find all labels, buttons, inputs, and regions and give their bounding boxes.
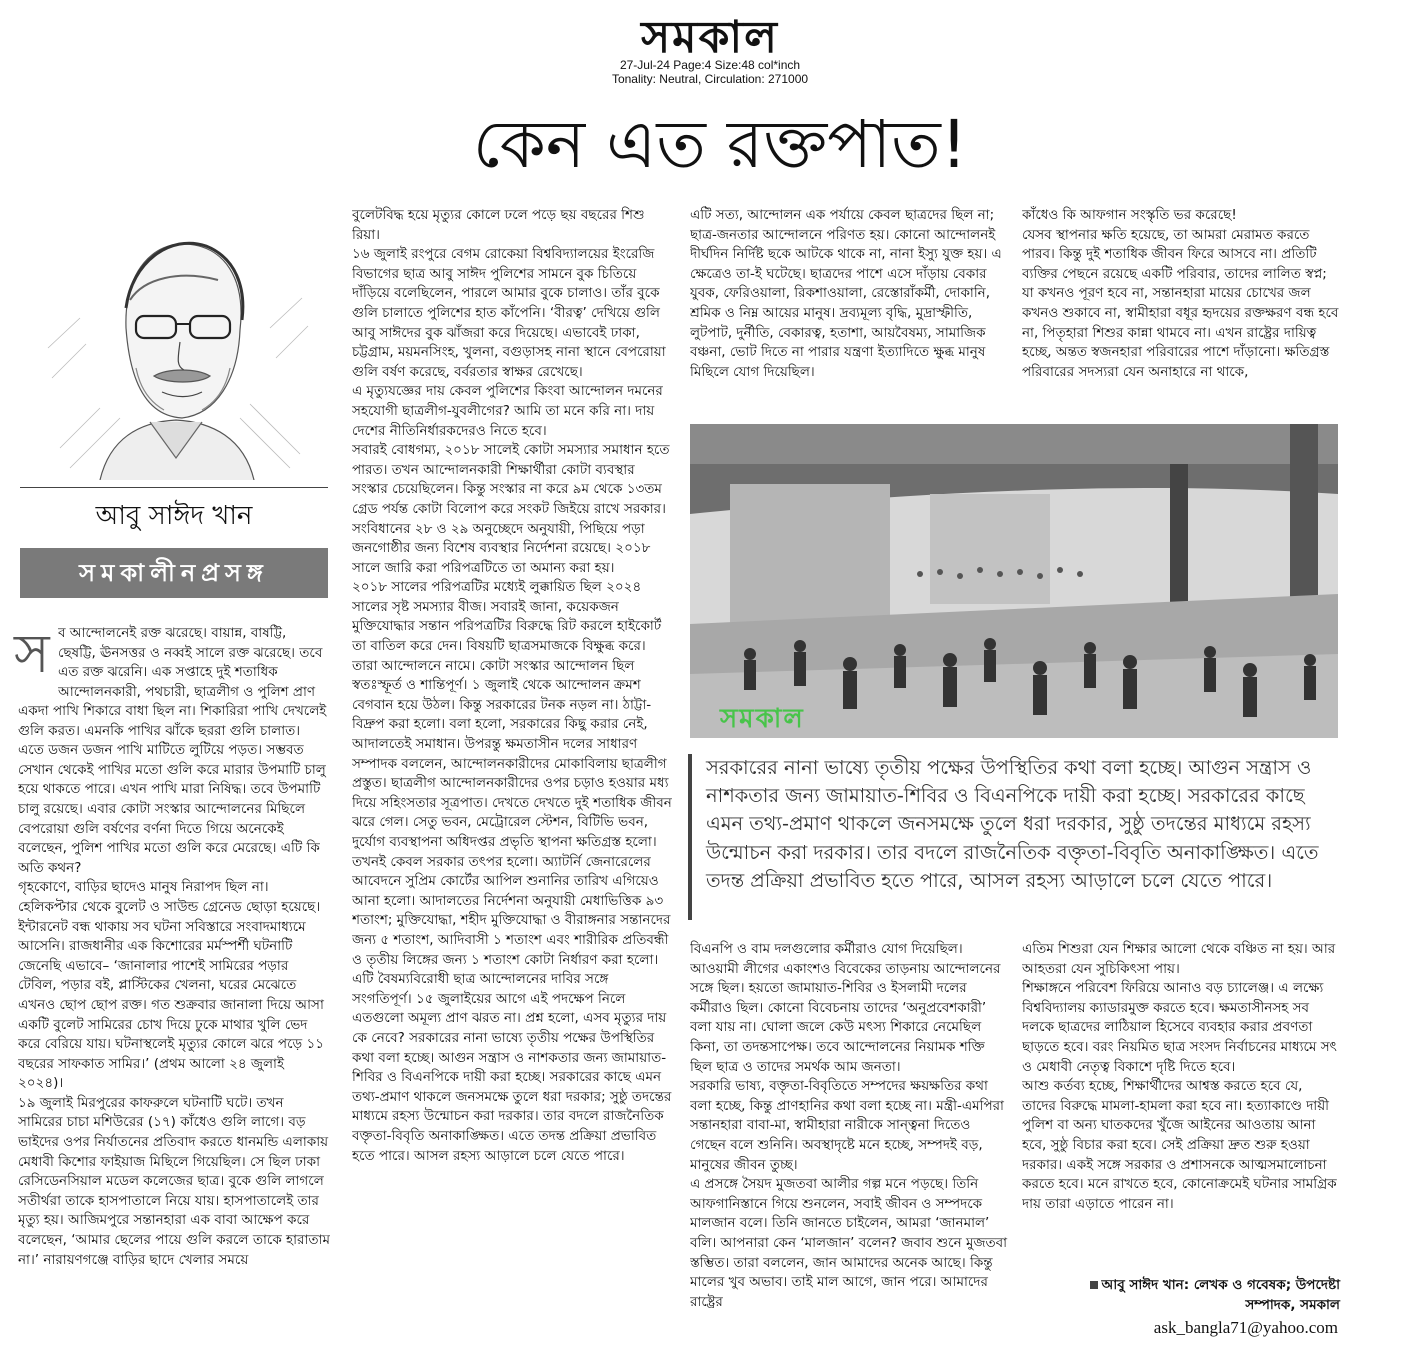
meta-line-date: 27-Jul-24 Page:4 Size:48 col*inch — [619, 58, 801, 72]
protest-photo — [690, 424, 1338, 738]
paragraph: সরকারি ভাষ্য, বক্তৃতা-বিবৃতিতে সম্পদের ক্ষয়ক্ষতির কথা বলা হচ্ছে, কিন্তু প্রাণহানির কথা বলা হচ্ছে না। মন্ত্রী-এমপিরা সন্তানহারা বাবা-মা, স্বামীহারা নারীকে সান্ত্বনা দিতেও গেছেন বলে শুনিনি। অবস্থাদৃষ্টে মনে হচ্ছে, সম্পদই বড়, মানুষের জীবন তুচ্ছ। — [690, 1078, 1004, 1173]
column-4-bottom — [1022, 940, 1340, 1260]
pullquote: সরকারের নানা ভাষ্যে তৃতীয় পক্ষের উপস্থিতির কথা বলা হচ্ছে। আগুন সন্ত্রাস ও নাশকতার জন্য জামায়াত-শিবির ও বিএনপিকে দায়ী করা হচ্ছে। সরকারের কাছে এমন তথ্য-প্রমাণ থাকলে জনসমক্ষে তুলে ধরা দরকার, সুষ্ঠু তদন্তের মাধ্যমে রহস্য উন্মোচন করা দরকার। তার বদলে রাজনৈতিক বক্তৃতা-বিবৃতি অনাকাঙ্ক্ষিত। এতে তদন্ত প্রক্রিয়া প্রভাবিত হতে পারে, আসল রহস্য আড়ালে চলে যেতে পারে। — [706, 756, 1319, 892]
paragraph: গৃহকোণে, বাড়ির ছাদেও মানুষ নিরাপদ ছিল না। হেলিকপ্টার থেকে বুলেট ও সাউন্ড গ্রেনেড ছোড়া হয়েছে। ইন্টারনেট বন্ধ থাকায় সব ঘটনা সবিস্তারে সংবাদমাধ্যমে আসেনি। রাজধানীর এক কিশোরের মর্মস্পর্শী ঘটনাটি জেনেছি এভাবে– ‘জানালার পাশেই সামিরের পড়ার টেবিল, পড়ার বই, প্লাস্টিকের খেলনা, ঘরের মেঝেতে এখনও ছোপ ছোপ রক্ত। গত শুক্রবার জানালা দিয়ে আসা একটি বুলেট সামিরের চোখ দিয়ে ঢুকে মাথার খুলি ভেদ করে বেরিয়ে যায়। ঘটনাস্থলেই মৃত্যুর কোলে ঝরে পড়ে ১১ বছরের সাফকাত সামির।’ (প্রথম আলো ২৪ জুলাই ২০২৪)। — [18, 879, 324, 1092]
column-1 — [18, 702, 330, 1342]
paragraph: বিএনপি ও বাম দলগুলোর কর্মীরাও যোগ দিয়েছিল। আওয়ামী লীগের একাংশও বিবেকের তাড়নায় আন্দোলনের সঙ্গে ছিল। হয়তো জামায়াত-শিবির ও ইসলামী দলের কর্মীরাও ছিল। কোনো বিবেচনায় তাদের ‘অনুপ্রবেশকারী’ বলা যায় না। ঘোলা জলে কেউ মৎস্য শিকারে নেমেছিল কিনা, তা তদন্তসাপেক্ষ। তবে আন্দোলনের নিয়ামক শক্তি ছিল ছাত্র ও তাদের সমর্থক আম জনতা। — [690, 941, 1001, 1075]
author-email: ask_bangla71@yahoo.com — [1153, 1318, 1338, 1337]
masthead-logo: সমকাল — [641, 12, 779, 63]
paragraph: এ মৃত্যুযজ্ঞের দায় কেবল পুলিশের কিংবা আন্দোলন দমনের সহযোগী ছাত্রলীগ-যুবলীগের? আমি তা মনে করি না। দায় দেশের নীতিনির্ধারকদেরও নিতে হবে। — [352, 383, 663, 439]
pullquote-bar — [688, 754, 692, 920]
column-2 — [352, 206, 672, 1342]
square-bullet-icon — [1090, 1281, 1098, 1289]
paragraph: এটি সত্য, আন্দোলন এক পর্যায়ে কেবল ছাত্রদের ছিল না; ছাত্র-জনতার আন্দোলনে পরিণত হয়। কোনো আন্দোলনই দীর্ঘদিন নির্দিষ্ট ছকে আটকে থাকে না, নানা ইস্যু যুক্ত হয়। এ ক্ষেত্রেও তা-ই ঘটেছে। ছাত্রদের পাশে এসে দাঁড়ায় বেকার যুবক, ফেরিওয়ালা, রিকশাওয়ালা, রেস্তোরাঁকর্মী, দোকানি, শ্রমিক ও নিম্ন আয়ের মানুষ। দ্রব্যমূল্য বৃদ্ধি, মুদ্রাস্ফীতি, লুটপাট, দুর্নীতি, বেকারত্ব, হতাশা, আয়বৈষম্য, সামাজিক বঞ্চনা, ভোট দিতে না পারার যন্ত্রণা ইত্যাদিতে ক্ষুব্ধ মানুষ মিছিলে যোগ দিয়েছিল। — [690, 207, 1002, 380]
author-signature — [1020, 1276, 1340, 1315]
byline-divider — [20, 487, 328, 488]
paragraph: একদা পাখি শিকারে বাধা ছিল না। শিকারিরা পাখি দেখলেই গুলি করত। এমনকি পাখির ঝাঁকে ছররা গুলি চালাত। এতে ডজন ডজন পাখি মাটিতে লুটিয়ে পড়ত। সম্ভবত সেখান থেকেই পাখির মতো গুলি করে মারার উপমাটি চালু হয়ে থাকতে পারে। এখন পাখি মারা নিষিদ্ধ। তবে উপমাটি চালু রয়েছে। এবার কোটা সংস্কার আন্দোলনের মিছিলে বেপরোয়া গুলি বর্ষণের বর্ণনা দিতে গিয়ে অনেকেই বলেছেন, পুলিশ পাখির মতো গুলি করে মেরেছে। এটি কি অতি কথন? — [18, 703, 327, 876]
paragraph: বুলেটবিদ্ধ হয়ে মৃত্যুর কোলে ঢলে পড়ে ছয় বছরের শিশু রিয়া। — [352, 207, 645, 243]
photo-watermark: সমকাল — [720, 704, 805, 734]
column-3-bottom — [690, 940, 1008, 1340]
section-label: সমকালীনপ্রসঙ্গ — [20, 548, 328, 598]
paragraph: ব আন্দোলনেই রক্ত ঝরেছে। বায়ান্ন, বাষট্টি, ছেষট্টি, ঊনসত্তর ও নব্বই সালে রক্ত ঝরেছে। তবে এত রক্ত ঝরেনি। এক সপ্তাহে দুই শতাধিক আন্দোলনকারী, পথচারী, ছাত্রলীগ ও পুলিশ প্রাণ — [58, 625, 323, 700]
author-byline: আবু সাঈদ খান — [95, 501, 253, 531]
paragraph: কাঁধেও কি আফগান সংস্কৃতি ভর করেছে! — [1022, 207, 1237, 223]
signature-line-2: সম্পাদক, সমকাল — [1245, 1296, 1340, 1313]
column-3-top — [690, 206, 1008, 406]
paragraph: আশু কর্তব্য হচ্ছে, শিক্ষার্থীদের আশ্বস্ত করতে হবে যে, তাদের বিরুদ্ধে মামলা-হামলা করা হবে না। হত্যাকাণ্ডে দায়ী পুলিশ বা অন্য ঘাতকদের খুঁজে আইনের আওতায় আনা হবে, সুষ্ঠু বিচার করা হবে। সেই প্রক্রিয়া দ্রুত শুরু হওয়া দরকার। একই সঙ্গে সরকার ও প্রশাসনকে আত্মসমালোচনা করতে হবে। মনে রাখতে হবে, কোনোক্রমেই ঘটনার সামগ্রিক দায় তারা এড়াতে পারেন না। — [1022, 1078, 1337, 1212]
paragraph: এতিম শিশুরা যেন শিক্ষার আলো থেকে বঞ্চিত না হয়। আর আহতরা যেন সুচিকিৎসা পায়। — [1022, 941, 1336, 977]
column-4-top — [1022, 206, 1340, 406]
author-portrait — [40, 208, 312, 480]
article-headline: কেন এত রক্তপাত! — [472, 106, 968, 183]
paragraph: যেসব স্থাপনার ক্ষতি হয়েছে, তা আমরা মেরামত করতে পারব। কিন্তু দুই শতাধিক জীবন ফিরে আসবে না। প্রতিটি ব্যক্তির পেছনে রয়েছে একটি পরিবার, তাদের লালিত স্বপ্ন; যা কখনও পূরণ হবে না, সন্তানহারা মায়ের চোখের জল কখনও শুকাবে না, স্বামীহারা বধূর হৃদয়ের রক্তক্ষরণ বন্ধ হবে না, পিতৃহারা শিশুর কান্না থামবে না। এখন রাষ্ট্রের দায়িত্ব হচ্ছে, অন্তত স্বজনহারা পরিবারের পাশে দাঁড়ানো। ক্ষতিগ্রস্ত পরিবারের সদস্যরা যেন অনাহারে না থাকে, — [1022, 226, 1339, 380]
signature-line-1: আবু সাঈদ খান: লেখক ও গবেষক; উপদেষ্টা — [1101, 1277, 1340, 1293]
column-1-lead — [58, 624, 328, 702]
drop-cap: স — [14, 622, 50, 685]
paragraph: ২০১৮ সালের পরিপত্রটির মধ্যেই লুক্কায়িত ছিল ২০২৪ সালের সৃষ্ট সমস্যার বীজ। সবারই জানা, কয়েকজন মুক্তিযোদ্ধার সন্তান পরিপত্রটির বিরুদ্ধে রিট করলে হাইকোর্ট তা বাতিল করে দেন। বিষয়টি ছাত্রসমাজকে বিক্ষুব্ধ করে। তারা আন্দোলনে নামে। কোটা সংস্কার আন্দোলন ছিল স্বতঃস্ফূর্ত ও শান্তিপূর্ণ। ১ জুলাই থেকে আন্দোলন ক্রমশ বেগবান হয়ে উঠল। কিন্তু সরকারের টনক নড়ল না। ঠাট্টা-বিদ্রুপ করা হলো। বলা হলো, সরকারের কিছু করার নেই, আদালতেই সমাধান। উপরন্তু ক্ষমতাসীন দলের সাধারণ সম্পাদক বললেন, আন্দোলনকারীদের মোকাবিলায় ছাত্রলীগ প্রস্তুত। ছাত্রলীগ আন্দোলনকারীদের ওপর চড়াও হওয়ার মধ্য দিয়ে সহিংসতার সূত্রপাত। দেখতে দেখতে দুই শতাধিক জীবন ঝরে গেল। সেতু ভবন, মেট্রোরেল স্টেশন, বিটিভি ভবন, দুর্যোগ ব্যবস্থাপনা অধিদপ্তর প্রভৃতি স্থাপনা ক্ষতিগ্রস্ত হলো। তখনই কেবল সরকার তৎপর হলো। অ্যাটর্নি জেনারেলের আবেদনে সুপ্রিম কোর্টের আপিল শুনানির তারিখ এগিয়েও আনা হলো। আদালতের নির্দেশনা অনুযায়ী মেধাভিত্তিক ৯৩ শতাংশ; মুক্তিযোদ্ধা, শহীদ মুক্তিযোদ্ধা ও বীরাঙ্গনার সন্তানদের জন্য ৫ শতাংশ, আদিবাসী ১ শতাংশ এবং শারীরিক প্রতিবন্ধী ও তৃতীয় লিঙ্গের জন্য ১ শতাংশ কোটা নির্ধারণ করা হলো। এটি বৈষম্যবিরোধী ছাত্র আন্দোলনের দাবির সঙ্গে সংগতিপূর্ণ। ১৫ জুলাইয়ের আগে এই পদক্ষেপ নিলে এতগুলো অমূল্য প্রাণ ঝরত না। প্রশ্ন হলো, এসব মৃত্যুর দায় কে নেবে? সরকারের নানা ভাষ্যে তৃতীয় পক্ষের উপস্থিতির কথা বলা হচ্ছে। আগুন সন্ত্রাস ও নাশকতার জন্য জামায়াত-শিবির ও বিএনপিকে দায়ী করা হচ্ছে। সরকারের কাছে এমন তথ্য-প্রমাণ থাকলে জনসমক্ষে তুলে ধরা দরকার; সুষ্ঠু তদন্তের মাধ্যমে রহস্য উন্মোচন করা দরকার। তার বদলে রাজনৈতিক বক্তৃতা-বিবৃতি অনাকাঙ্ক্ষিত। এতে তদন্ত প্রক্রিয়া প্রভাবিত হতে পারে। আসল রহস্য আড়ালে চলে যেতে পারে। — [352, 579, 672, 1164]
paragraph: সবারই বোধগম্য, ২০১৮ সালেই কোটা সমস্যার সমাধান হতে পারত। তখন আন্দোলনকারী শিক্ষার্থীরা কোটা ব্যবস্থার সংস্কার চেয়েছিলেন। কিন্তু সংস্কার না করে ৯ম থেকে ১৩তম গ্রেড পর্যন্ত কোটা বিলোপ করে সংকট জিইয়ে রাখে সরকার। সংবিধানের ২৮ ও ২৯ অনুচ্ছেদে অনুযায়ী, পিছিয়ে পড়া জনগোষ্ঠীর জন্য বিশেষ ব্যবস্থার নির্দেশনা রয়েছে। ২০১৮ সালে জারি করা পরিপত্রটিতে তা অমান্য করা হয়। — [352, 442, 670, 576]
paragraph: এ প্রসঙ্গে সৈয়দ মুজতবা আলীর গল্প মনে পড়ছে। তিনি আফগানিস্তানে গিয়ে শুনলেন, সবাই জীবন ও সম্পদকে মালজান বলে। তিনি জানতে চাইলেন, আমরা ‘জানমাল’ বলি। আপনারা কেন ‘মালজান’ বলেন? জবাব শুনে মুজতবা স্তম্ভিত। তারা বললেন, জান আমাদের অনেক আছে। কিন্তু মালের খুব অভাব। তাই মাল আগে, জান পরে। আমাদের রাষ্ট্রের — [690, 1176, 1008, 1310]
meta-line-tonality: Tonality: Neutral, Circulation: 271000 — [611, 72, 809, 86]
paragraph: শিক্ষাঙ্গনে পরিবেশ ফিরিয়ে আনাও বড় চ্যালেঞ্জ। এ লক্ষ্যে বিশ্ববিদ্যালয় ক্যাডারমুক্ত করতে হবে। ক্ষমতাসীনসহ সব দলকে ছাত্রদের লাঠিয়াল হিসেবে ব্যবহার করার প্রবণতা ছাড়তে হবে। বরং নিয়মিত ছাত্র সংসদ নির্বাচনের মাধ্যমে সৎ ও মেধাবী নেতৃত্ব বিকাশে দৃষ্টি দিতে হবে। — [1022, 980, 1337, 1075]
paragraph: ১৯ জুলাই মিরপুরের কাফরুলে ঘটনাটি ঘটে। তখন সামিরের চাচা মশিউরের (১৭) কাঁধেও গুলি লাগে। বড় ভাইদের ওপর নির্যাতনের প্রতিবাদ করতে ধানমন্ডি এলাকায় মেধাবী কিশোর ফাইয়াজ মিছিলে গিয়েছিল। সে ছিল ঢাকা রেসিডেনসিয়াল মডেল কলেজের ছাত্র। বুকে গুলি লাগলে সতীর্থরা তাকে হাসপাতালে নিয়ে যায়। হাসপাতালেই তার মৃত্যু হয়। আজিমপুরে সন্তানহারা এক বাবা আক্ষেপ করে বলেছেন, ‘আমার ছেলের পায়ে গুলি করলে তাকে হারাতাম না।’ নারায়ণগঞ্জে বাড়ির ছাদে খেলার সময়ে — [18, 1094, 330, 1268]
paragraph: ১৬ জুলাই রংপুরে বেগম রোকেয়া বিশ্ববিদ্যালয়ের ইংরেজি বিভাগের ছাত্র আবু সাঈদ পুলিশের সামনে বুক চিতিয়ে দাঁড়িয়ে বলেছিলেন, পারলে আমার বুকে চালাও। তাঁর বুকে গুলি চালাতে পুলিশের হাত কাঁপেনি। ‘বীরত্ব’ দেখিয়ে গুলি আবু সাঈদের বুক ঝাঁজরা করে দিয়েছে। এভাবেই ঢাকা, চট্টগ্রাম, ময়মনসিংহ, খুলনা, বগুড়াসহ নানা স্থানে বেপরোয়া গুলি বর্ষণ করেছে, বর্বরতার স্বাক্ষর রেখেছে। — [352, 246, 666, 380]
